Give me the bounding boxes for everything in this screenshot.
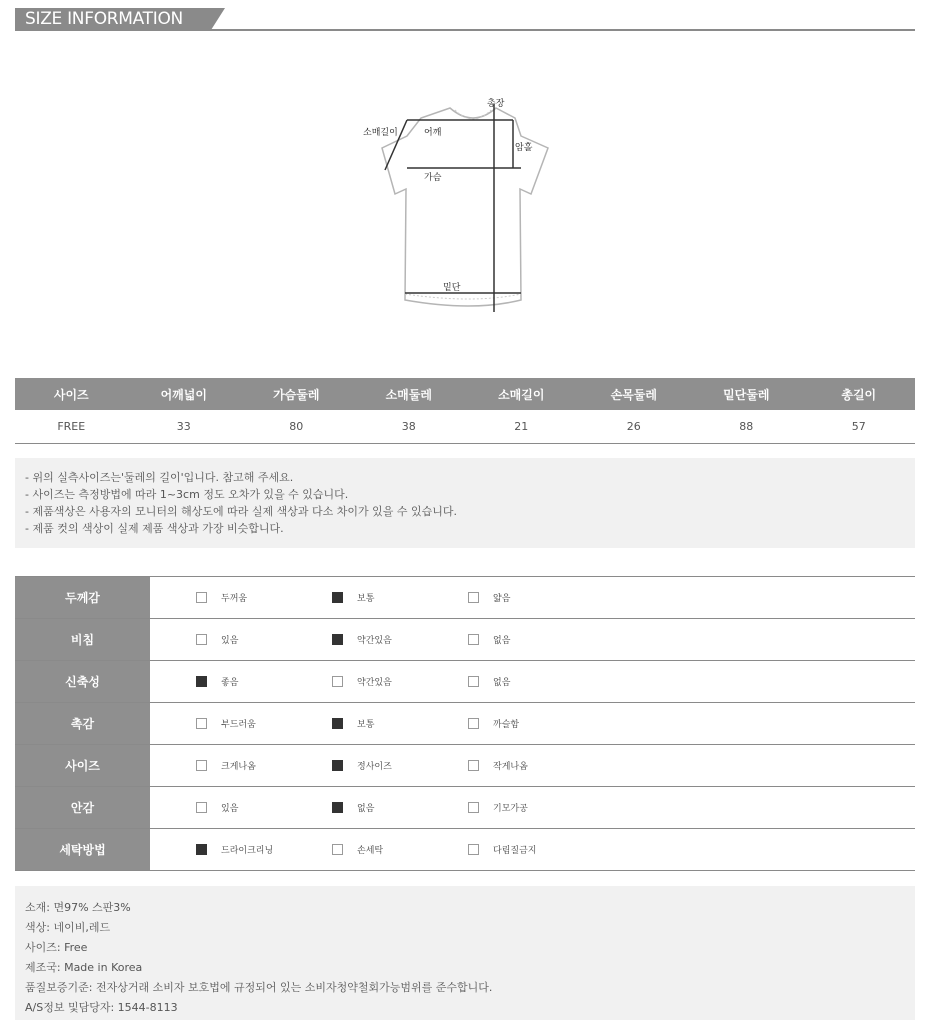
table-cell: 21 [465, 410, 578, 444]
fabric-option [332, 661, 392, 702]
checked-box-icon [196, 676, 207, 687]
fabric-option-label: 기모가공 [493, 804, 528, 814]
product-info [15, 886, 915, 1020]
col-total-length: 총길이 [803, 378, 916, 410]
unchecked-box-icon [332, 676, 343, 687]
fabric-option [468, 619, 510, 660]
fabric-option [196, 619, 238, 660]
garment-diagram [355, 90, 565, 320]
fabric-option-label: 있음 [221, 636, 239, 646]
fabric-option [468, 829, 536, 870]
fabric-option-label: 두꺼움 [221, 594, 248, 604]
fabric-option-label: 좋음 [221, 678, 239, 688]
fabric-option-label: 없음 [493, 678, 511, 688]
fabric-option [332, 577, 374, 618]
fabric-option-label: 없음 [357, 804, 375, 814]
checked-box-icon [332, 760, 343, 771]
checked-box-icon [196, 844, 207, 855]
fabric-row [15, 577, 915, 619]
fabric-option [196, 661, 238, 702]
fabric-row [15, 703, 915, 745]
fabric-row-label: 신축성 [15, 661, 150, 702]
fabric-option-label: 크게나옴 [221, 762, 256, 772]
note-line: - 제품 컷의 색상이 실제 제품 색상과 가장 비슷합니다. [25, 522, 284, 535]
unchecked-box-icon [332, 844, 343, 855]
checked-box-icon [332, 802, 343, 813]
section-header [15, 8, 915, 31]
fabric-row [15, 787, 915, 829]
fabric-row-label: 사이즈 [15, 745, 150, 786]
unchecked-box-icon [468, 802, 479, 813]
fabric-option [332, 787, 374, 828]
fabric-option-label: 정사이즈 [357, 762, 392, 772]
table-cell: 57 [803, 410, 916, 444]
info-warranty: 품질보증기준: 전자상거래 소비자 보호법에 규정되어 있는 소비자청약철회가능범위를 준수합니다. [25, 981, 493, 994]
section-title-slant [211, 8, 225, 30]
note-line: - 사이즈는 측정방법에 따라 1~3cm 정도 오차가 있을 수 있습니다. [25, 488, 349, 501]
fabric-option-label: 손세탁 [357, 846, 384, 856]
fabric-option [468, 661, 510, 702]
fabric-option-label: 작게나옴 [493, 762, 528, 772]
checked-box-icon [332, 634, 343, 645]
fabric-option [196, 745, 256, 786]
table-cell: 38 [353, 410, 466, 444]
fabric-option [332, 745, 392, 786]
fabric-row [15, 745, 915, 787]
note-line: - 위의 실측사이즈는'둘레의 길이'입니다. 참고해 주세요. [25, 471, 294, 484]
table-cell: FREE [15, 410, 128, 444]
unchecked-box-icon [196, 634, 207, 645]
unchecked-box-icon [468, 634, 479, 645]
label-armhole: 암홀 [515, 143, 533, 153]
col-hem: 밑단둘레 [690, 378, 803, 410]
unchecked-box-icon [468, 760, 479, 771]
fabric-row [15, 661, 915, 703]
note-line: - 제품색상은 사용자의 모니터의 해상도에 따라 실제 색상과 다소 차이가 있을 수 있습니다. [25, 505, 457, 518]
fabric-option-label: 보통 [357, 720, 375, 730]
label-hem: 밑단 [443, 283, 461, 293]
fabric-option [468, 745, 528, 786]
fabric-option-label: 다림질금지 [493, 846, 537, 856]
unchecked-box-icon [468, 592, 479, 603]
label-total-length: 총장 [487, 99, 505, 109]
col-shoulder-width: 어깨넓이 [128, 378, 241, 410]
fabric-option [332, 619, 392, 660]
fabric-option [468, 787, 528, 828]
fabric-row-label: 안감 [15, 787, 150, 828]
fabric-option-label: 얇음 [493, 594, 511, 604]
info-material: 소재: 면97% 스판3% [25, 901, 131, 914]
col-sleeve-length: 소매길이 [465, 378, 578, 410]
table-row [15, 410, 915, 444]
info-as-contact: A/S정보 및담당자: 1544-8113 [25, 1001, 178, 1014]
unchecked-box-icon [196, 760, 207, 771]
fabric-option [196, 829, 273, 870]
size-table [15, 378, 915, 444]
table-cell: 33 [128, 410, 241, 444]
info-color: 색상: 네이비,레드 [25, 921, 111, 934]
unchecked-box-icon [196, 718, 207, 729]
fabric-option-label: 있음 [221, 804, 239, 814]
fabric-row [15, 829, 915, 871]
fabric-option [332, 703, 374, 744]
col-wrist: 손목둘레 [578, 378, 691, 410]
info-size: 사이즈: Free [25, 941, 88, 954]
size-notes [15, 458, 915, 548]
label-chest: 가슴 [424, 173, 442, 183]
section-title: SIZE INFORMATION [15, 8, 211, 30]
fabric-row-label: 비침 [15, 619, 150, 660]
fabric-option [196, 577, 247, 618]
fabric-properties-table [15, 576, 915, 871]
fabric-option [332, 829, 383, 870]
fabric-row-label: 촉감 [15, 703, 150, 744]
fabric-option-label: 까슬함 [493, 720, 520, 730]
fabric-option [468, 703, 519, 744]
table-cell: 26 [578, 410, 691, 444]
fabric-option-label: 약간있음 [357, 636, 392, 646]
col-size: 사이즈 [15, 378, 128, 410]
fabric-option-label: 부드러움 [221, 720, 256, 730]
col-sleeve-circumference: 소매둘레 [353, 378, 466, 410]
fabric-option-label: 드라이크리닝 [221, 846, 274, 856]
section-divider [15, 29, 915, 31]
table-cell: 80 [240, 410, 353, 444]
unchecked-box-icon [468, 844, 479, 855]
fabric-row-label: 세탁방법 [15, 829, 150, 870]
label-sleeve-length: 소매길이 [363, 128, 398, 138]
info-origin: 제조국: Made in Korea [25, 961, 143, 974]
unchecked-box-icon [196, 802, 207, 813]
unchecked-box-icon [468, 718, 479, 729]
unchecked-box-icon [196, 592, 207, 603]
checked-box-icon [332, 718, 343, 729]
table-cell: 88 [690, 410, 803, 444]
fabric-row [15, 619, 915, 661]
fabric-option [196, 703, 256, 744]
unchecked-box-icon [468, 676, 479, 687]
fabric-row-label: 두께감 [15, 577, 150, 618]
label-shoulder: 어깨 [424, 128, 442, 138]
fabric-option-label: 보통 [357, 594, 375, 604]
fabric-option [468, 577, 510, 618]
col-chest: 가슴둘레 [240, 378, 353, 410]
fabric-option-label: 없음 [493, 636, 511, 646]
checked-box-icon [332, 592, 343, 603]
fabric-option [196, 787, 238, 828]
size-table-header [15, 378, 915, 410]
fabric-option-label: 약간있음 [357, 678, 392, 688]
